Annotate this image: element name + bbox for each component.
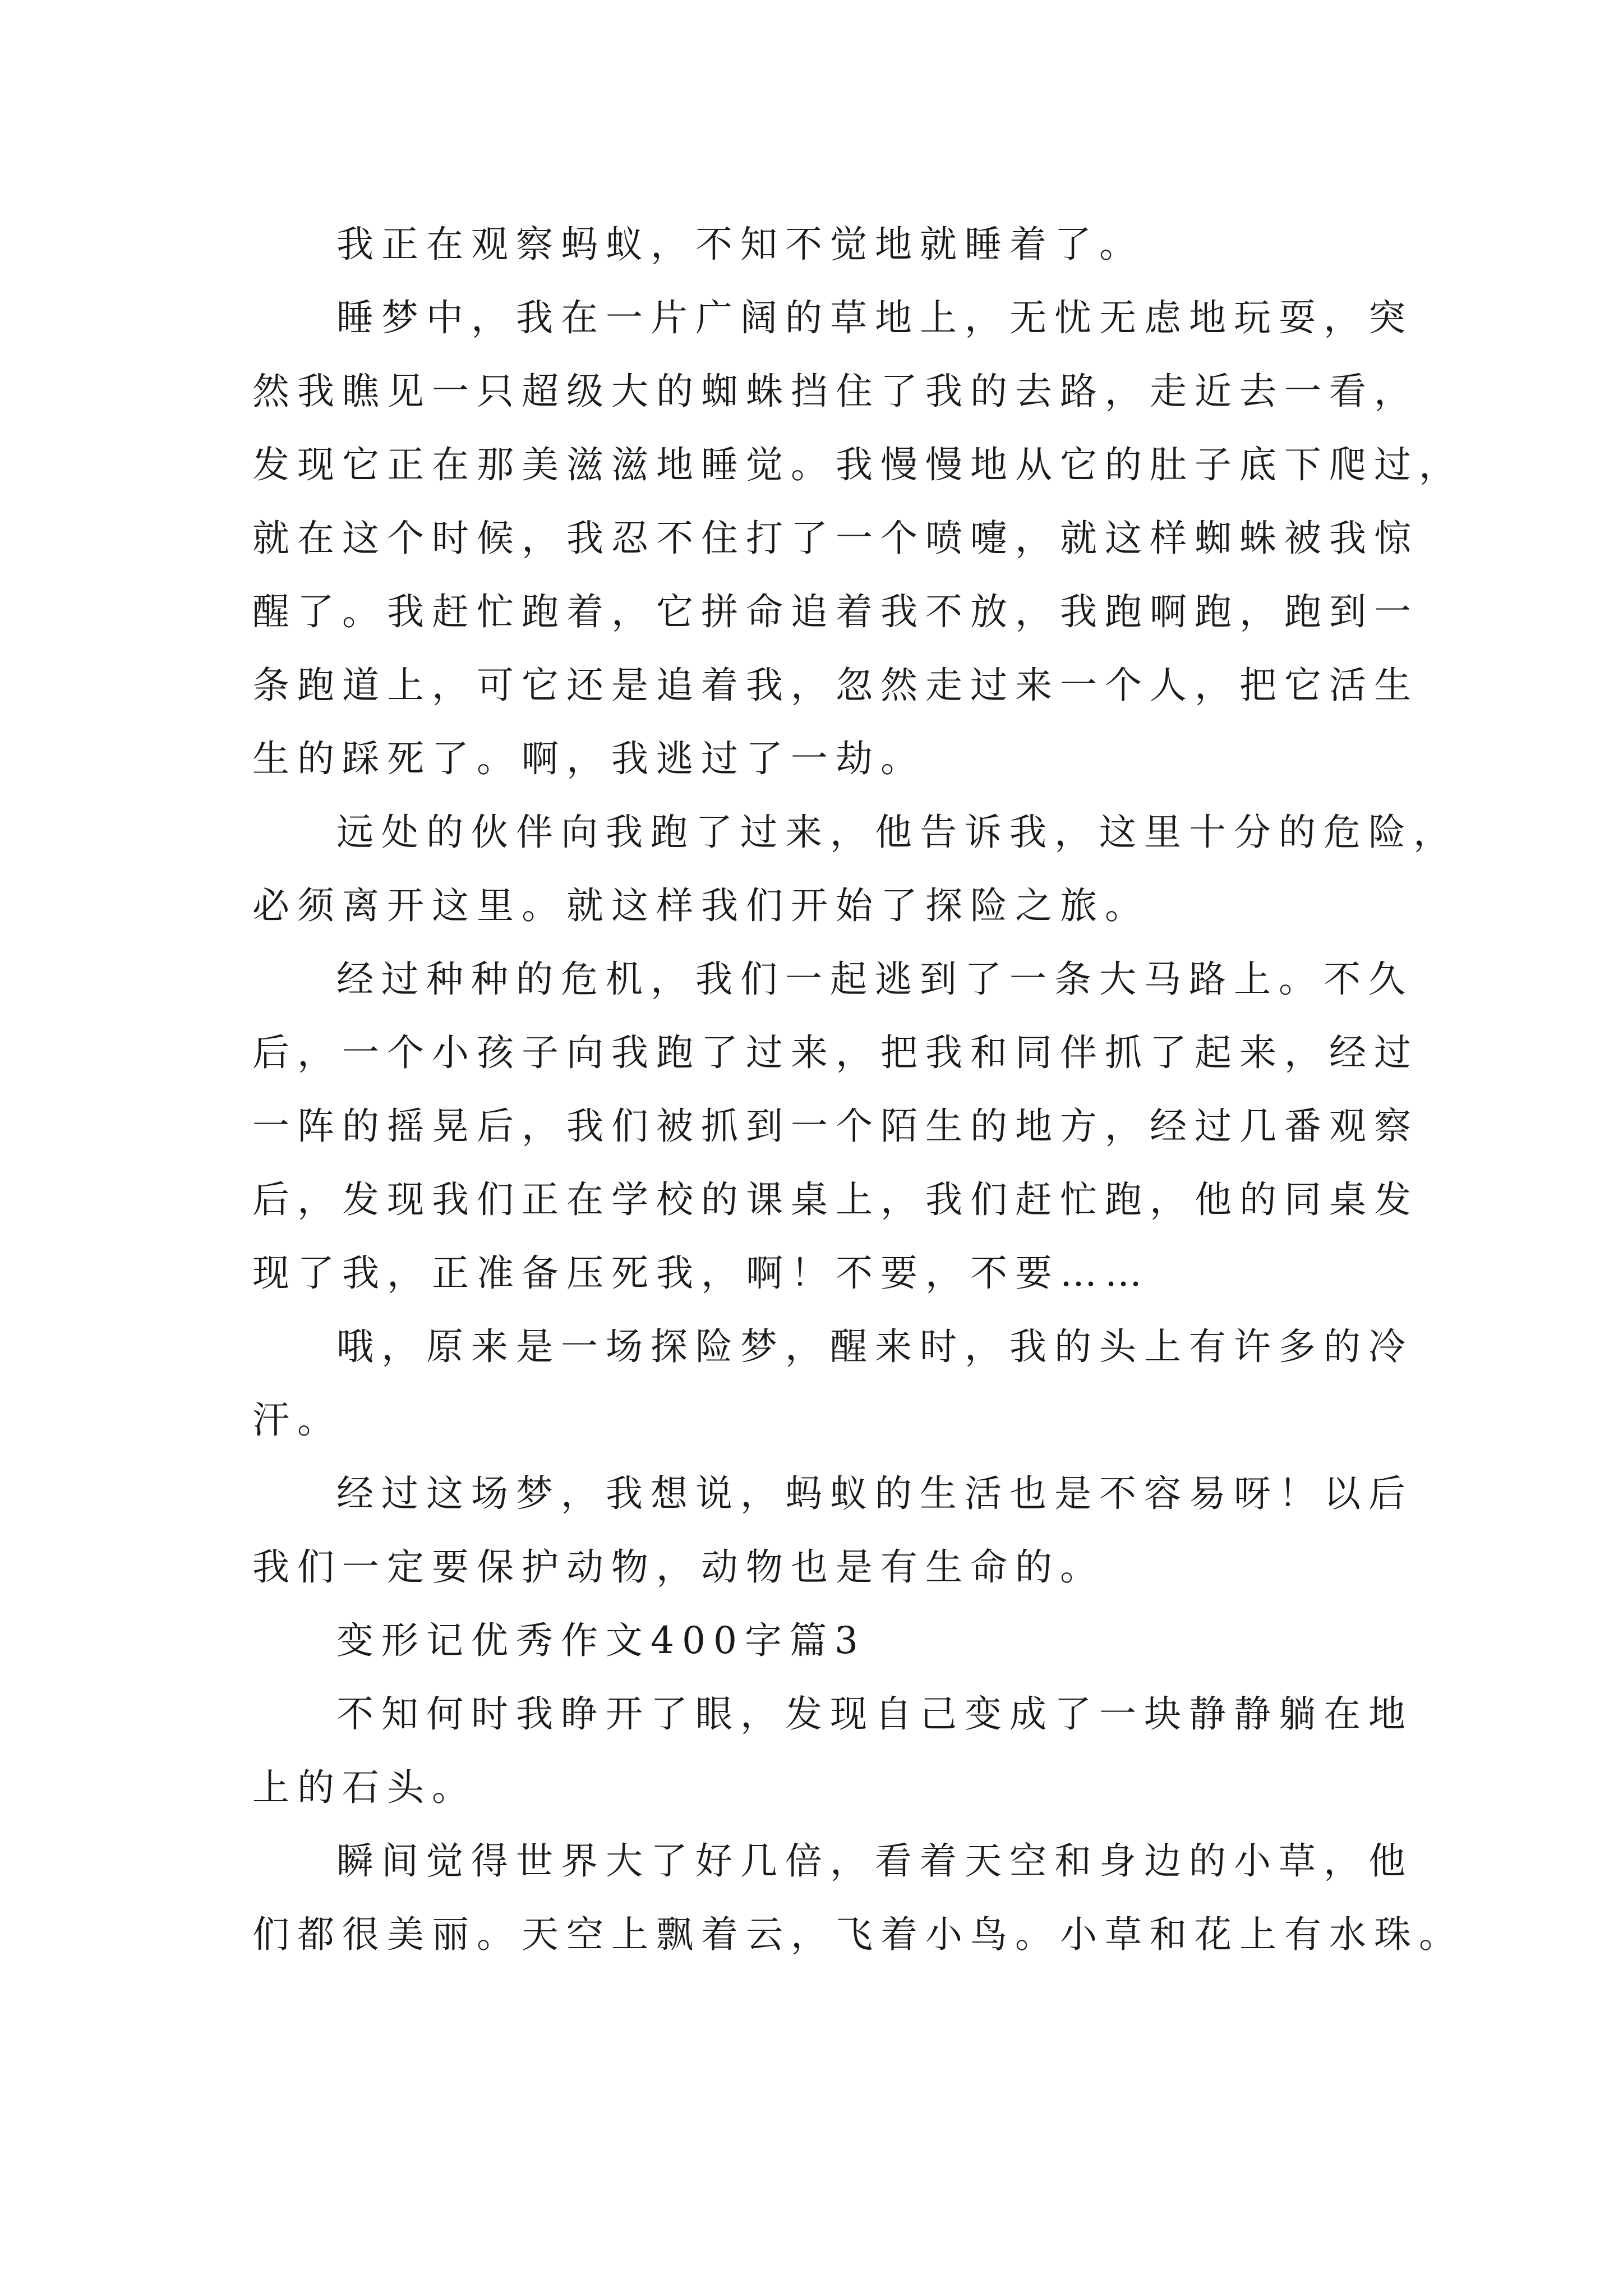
- text-line: 不知何时我睁开了眼，发现自己变成了一块静静躺在地: [336, 1692, 1413, 1736]
- text-line: 们都很美丽。天空上飘着云，飞着小鸟。小草和花上有水珠。: [252, 1913, 1464, 1956]
- text-line: 我们一定要保护动物，动物也是有生命的。: [252, 1545, 1105, 1589]
- text-line: 上的石头。: [252, 1766, 477, 1809]
- text-line: 生的踩死了。啊，我逃过了一劫。: [252, 737, 925, 780]
- text-line: 哦，原来是一场探险梦，醒来时，我的头上有许多的冷: [336, 1325, 1413, 1368]
- text-line: 我正在观察蚂蚁，不知不觉地就睡着了。: [336, 223, 1144, 266]
- text-line: 后，一个小孩子向我跑了过来，把我和同伴抓了起来，经过: [252, 1031, 1419, 1074]
- text-line: 睡梦中，我在一片广阔的草地上，无忧无虑地玩耍，突: [336, 296, 1413, 339]
- text-line: 然我瞧见一只超级大的蜘蛛挡住了我的去路，走近去一看，: [252, 370, 1419, 413]
- text-line: 经过这场梦，我想说，蚂蚁的生活也是不容易呀！以后: [336, 1472, 1413, 1515]
- text-line: 汗。: [252, 1398, 342, 1442]
- text-line: 经过种种的危机，我们一起逃到了一条大马路上。不久: [336, 958, 1413, 1001]
- text-line: 瞬间觉得世界大了好几倍，看着天空和身边的小草，他: [336, 1839, 1413, 1883]
- text-line: 远处的伙伴向我跑了过来，他告诉我，这里十分的危险，: [336, 811, 1458, 854]
- text-line: 后，发现我们正在学校的课桌上，我们赶忙跑，他的同桌发: [252, 1178, 1419, 1221]
- text-line: 发现它正在那美滋滋地睡觉。我慢慢地从它的肚子底下爬过，: [252, 443, 1464, 486]
- text-line: 条跑道上，可它还是追着我，忽然走过来一个人，把它活生: [252, 664, 1419, 707]
- text-line: 现了我，正准备压死我，啊！不要，不要……: [252, 1251, 1150, 1295]
- text-line: 醒了。我赶忙跑着，它拼命追着我不放，我跑啊跑，跑到一: [252, 590, 1419, 633]
- text-line: 就在这个时候，我忍不住打了一个喷嚏，就这样蜘蛛被我惊: [252, 517, 1419, 560]
- section-heading: 变形记优秀作文400字篇3: [336, 1619, 866, 1662]
- text-line: 必须离开这里。就这样我们开始了探险之旅。: [252, 884, 1150, 927]
- document-body: [252, 208, 1464, 1971]
- text-line: 一阵的摇晃后，我们被抓到一个陌生的地方，经过几番观察: [252, 1105, 1419, 1148]
